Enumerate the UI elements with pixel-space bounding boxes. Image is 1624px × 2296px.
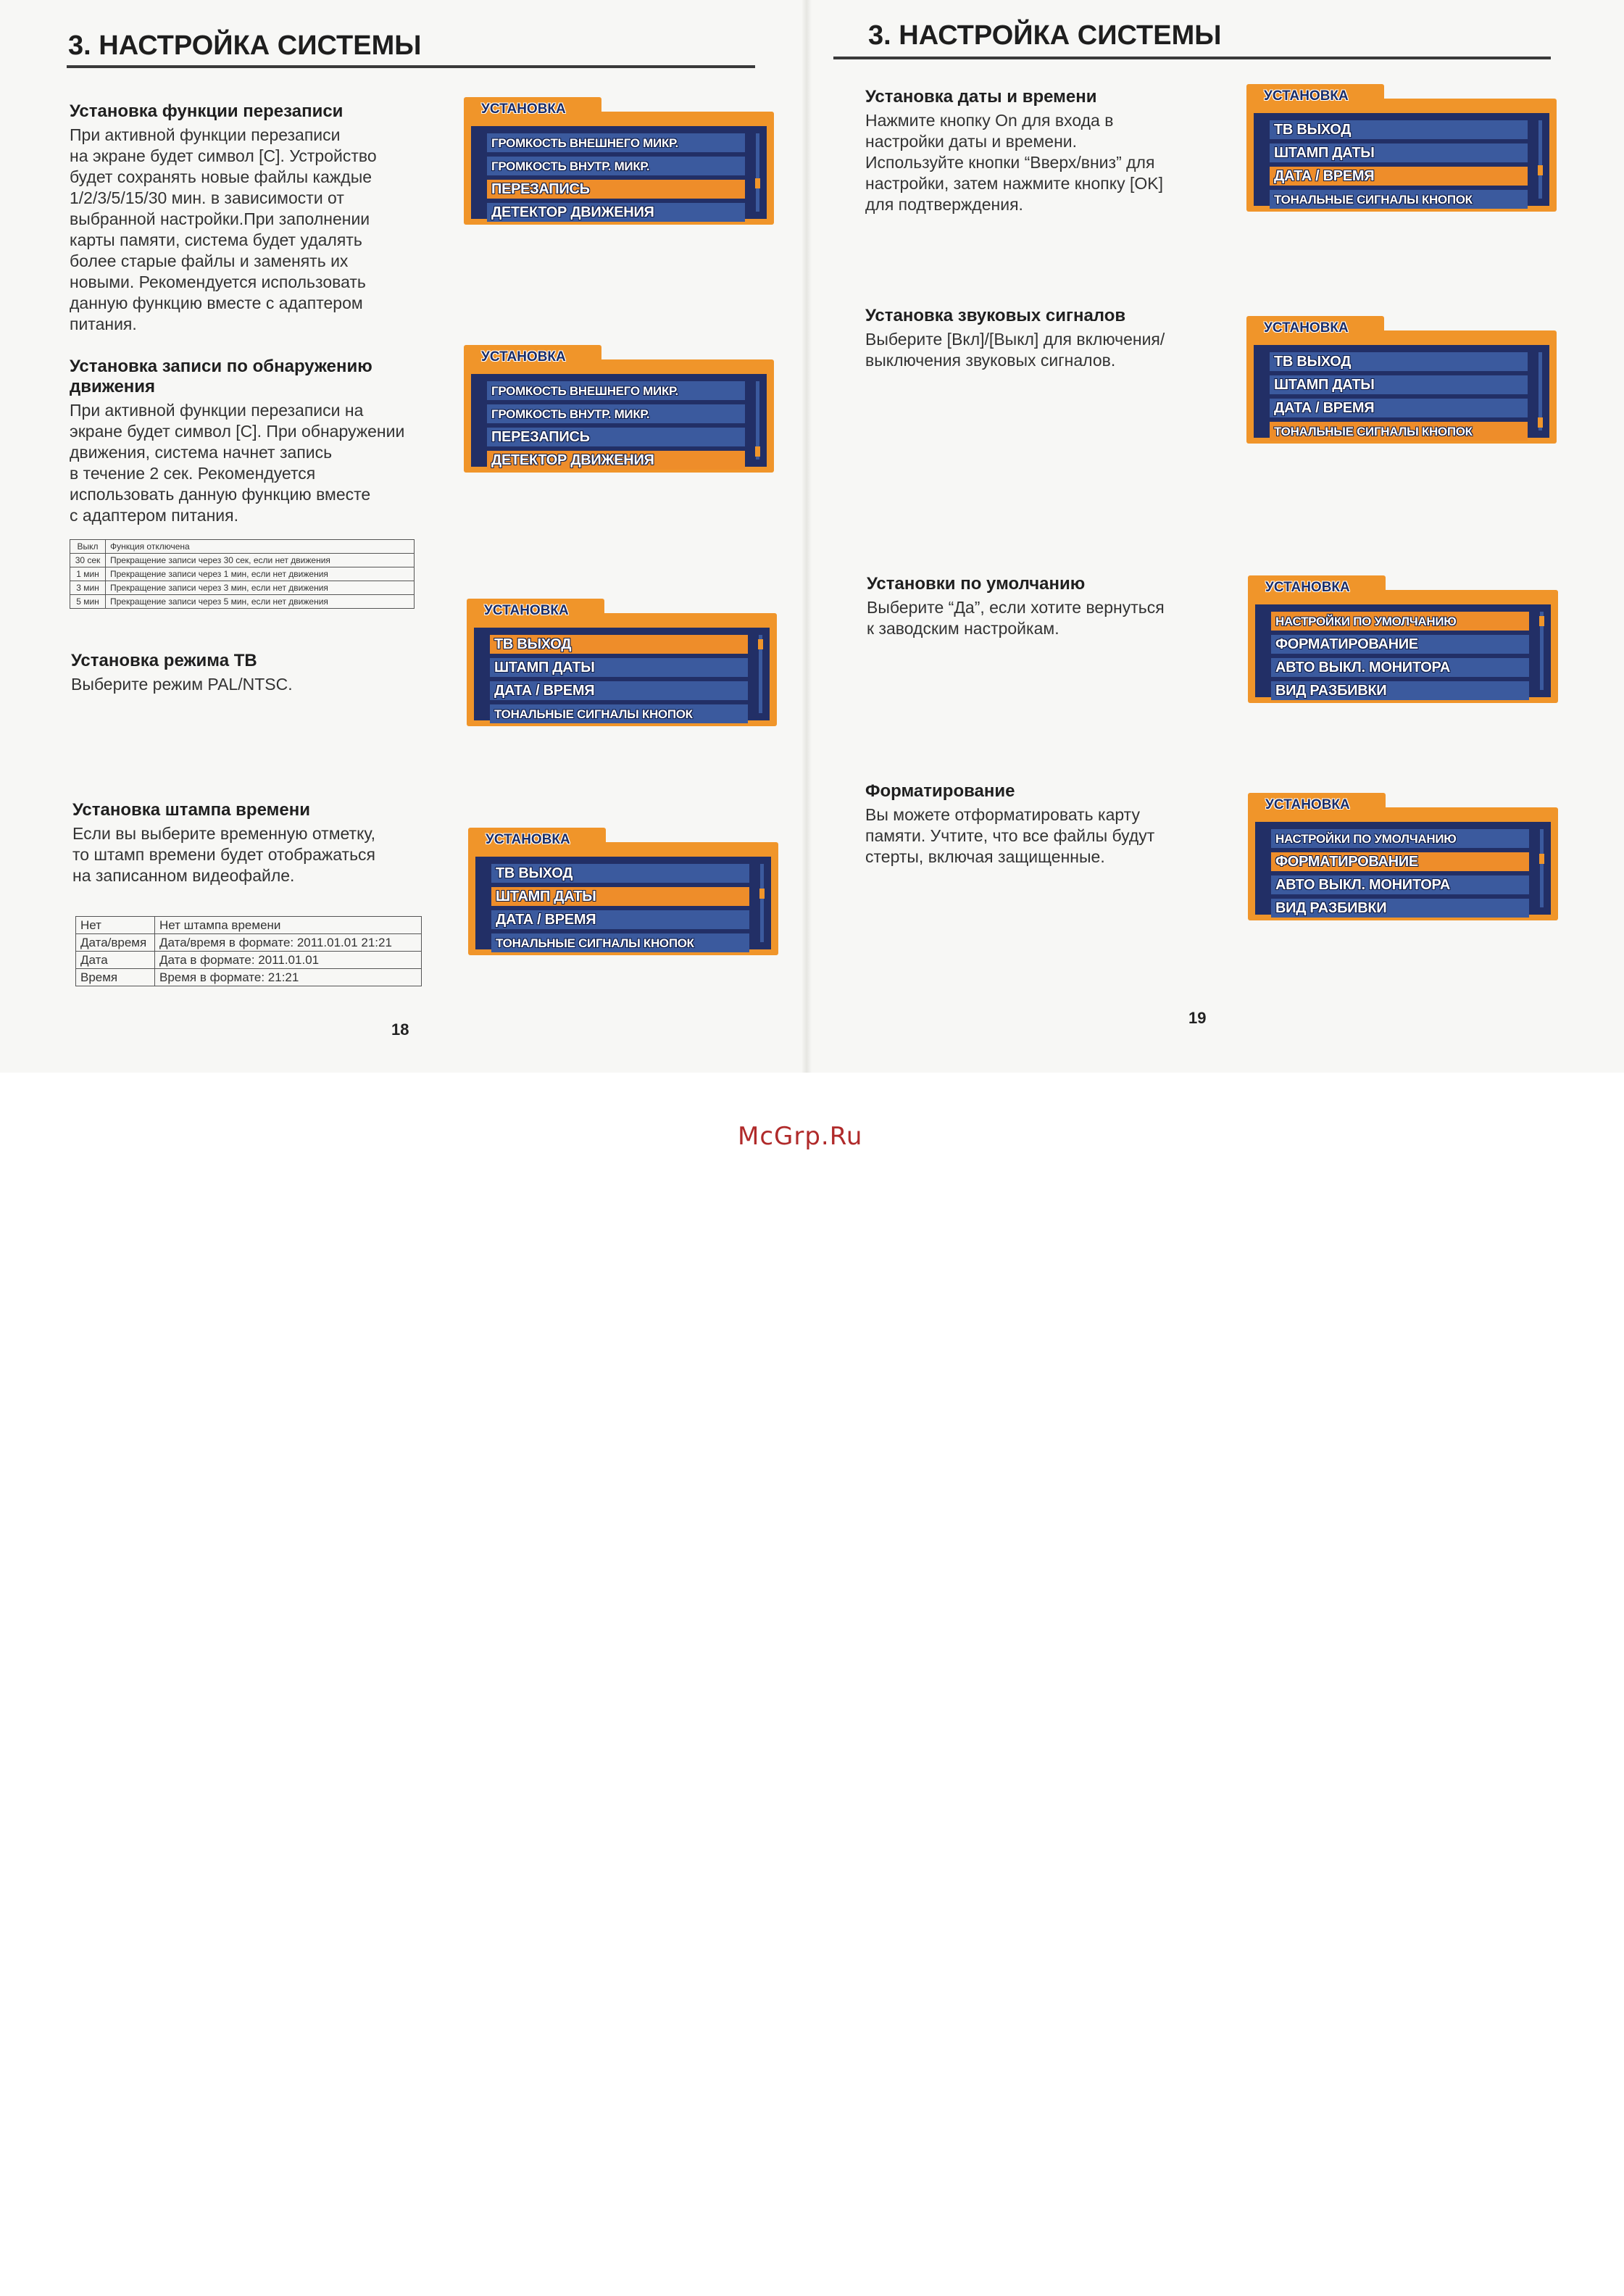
menu-item xyxy=(1270,422,1528,441)
menu-item xyxy=(487,404,745,423)
section-heading: Установка звуковых сигналов xyxy=(865,306,1126,325)
menu-item-label: ДЕТЕКТОР ДВИЖЕНИЯ xyxy=(491,204,654,220)
menu-tab-label: УСТАНОВКА xyxy=(467,599,604,622)
menu-scroll-thumb xyxy=(758,639,763,649)
menu-frame xyxy=(1248,590,1558,703)
menu-scroll-thumb xyxy=(1538,417,1543,428)
menu-item xyxy=(1270,375,1528,394)
timestamp-table xyxy=(75,916,422,986)
table-cell: Дата/время в формате: 2011.01.01 21:21 xyxy=(155,934,422,952)
table-cell: Функция отключена xyxy=(106,540,415,554)
table-cell: 1 мин xyxy=(70,567,106,581)
menu-item-label: ШТАМП ДАТЫ xyxy=(494,660,595,675)
menu-tab-label: УСТАНОВКА xyxy=(1248,793,1386,816)
menu-item-label: ШТАМП ДАТЫ xyxy=(1274,145,1375,161)
osd-menu-date-time xyxy=(1246,84,1557,212)
page-title-right: 3. НАСТРОЙКА СИСТЕМЫ xyxy=(868,20,1222,51)
osd-menu-overwrite xyxy=(464,97,774,225)
page-fold xyxy=(801,0,812,1073)
section-motion xyxy=(70,357,475,526)
menu-item-label: ДАТА / ВРЕМЯ xyxy=(494,683,595,699)
section-format xyxy=(865,781,1242,868)
table-row xyxy=(76,952,422,969)
section-heading: Установка записи по обнаружению движения xyxy=(70,357,372,396)
menu-scroll-thumb xyxy=(759,889,765,899)
motion-table xyxy=(70,539,415,609)
menu-scrollbar xyxy=(1540,612,1544,690)
section-heading: Установка даты и времени xyxy=(865,87,1097,107)
menu-item-label: ШТАМП ДАТЫ xyxy=(496,889,596,904)
menu-item xyxy=(491,864,749,883)
page-title-left: 3. НАСТРОЙКА СИСТЕМЫ xyxy=(68,30,422,61)
section-heading: Установки по умолчанию xyxy=(867,574,1086,594)
menu-item-label: ТОНАЛЬНЫЕ СИГНАЛЫ КНОПОК xyxy=(1274,425,1473,438)
menu-item-label: ТОНАЛЬНЫЕ СИГНАЛЫ КНОПОК xyxy=(1274,193,1473,207)
menu-frame xyxy=(468,842,778,955)
menu-item-label: ФОРМАТИРОВАНИЕ xyxy=(1275,854,1418,870)
menu-scrollbar xyxy=(756,133,759,212)
menu-item-label: АВТО ВЫКЛ. МОНИТОРА xyxy=(1275,660,1450,675)
table-row xyxy=(70,554,415,567)
table-cell: Прекращение записи через 5 мин, если нет движения xyxy=(106,595,415,609)
section-date-time xyxy=(865,87,1242,215)
menu-item-label: ГРОМКОСТЬ ВНУТР. МИКР. xyxy=(491,159,650,173)
menu-scroll-thumb xyxy=(1539,616,1544,626)
title-rule-left xyxy=(67,65,755,68)
menu-item xyxy=(1270,120,1528,139)
menu-item-label: ФОРМАТИРОВАНИЕ xyxy=(1275,636,1418,652)
menu-list xyxy=(1255,604,1551,697)
section-text: При активной функции перезаписи на экране будет символ [C]. Устройство будет сохранять новые файлы каждые 1/2/3/5/15/30 мин. в зависимости от выбранной настройки.При заполнении карты памяти, система будет удалять более старые файлы и заменять их новыми. Рекомендуется использовать данную функцию вместе с адаптером питания. xyxy=(70,125,377,333)
menu-item-label: ГРОМКОСТЬ ВНЕШНЕГО МИКР. xyxy=(491,136,678,150)
section-text: Выберите [Вкл]/[Выкл] для включения/ выключения звуковых сигналов. xyxy=(865,330,1165,370)
menu-item xyxy=(491,887,749,906)
osd-menu-tv-out xyxy=(467,599,777,726)
menu-scrollbar xyxy=(1538,120,1542,199)
menu-scrollbar xyxy=(756,381,759,459)
menu-item-label: ТОНАЛЬНЫЕ СИГНАЛЫ КНОПОК xyxy=(494,707,693,721)
menu-tab-label: УСТАНОВКА xyxy=(468,828,606,851)
menu-frame xyxy=(464,359,774,473)
section-heading: Установка функции перезаписи xyxy=(70,101,343,121)
page-number-left: 18 xyxy=(391,1020,409,1039)
table-row xyxy=(76,934,422,952)
menu-item xyxy=(1271,875,1529,894)
menu-tab-label: УСТАНОВКА xyxy=(464,345,601,368)
table-cell: Дата xyxy=(76,952,155,969)
menu-item-label: ДАТА / ВРЕМЯ xyxy=(1274,168,1375,184)
menu-list xyxy=(1254,113,1549,206)
menu-item-label: ТОНАЛЬНЫЕ СИГНАЛЫ КНОПОК xyxy=(496,936,694,950)
menu-item xyxy=(1271,658,1529,677)
table-cell: Нет штампа времени xyxy=(155,917,422,934)
menu-scrollbar xyxy=(1540,829,1544,907)
osd-menu-format xyxy=(1248,793,1558,920)
section-text: Выберите режим PAL/NTSC. xyxy=(71,675,293,694)
menu-item xyxy=(487,381,745,400)
section-beep xyxy=(865,306,1242,371)
menu-item-label: ТВ ВЫХОД xyxy=(494,636,572,652)
table-cell: 5 мин xyxy=(70,595,106,609)
section-heading: Установка режима ТВ xyxy=(71,651,257,670)
table-cell: Выкл xyxy=(70,540,106,554)
menu-item xyxy=(490,658,748,677)
section-text: Выберите “Да”, если хотите вернуться к заводским настройкам. xyxy=(867,598,1165,638)
menu-item xyxy=(1271,681,1529,700)
table-cell: Прекращение записи через 3 мин, если нет движения xyxy=(106,581,415,595)
menu-tab-label: УСТАНОВКА xyxy=(1246,316,1384,339)
menu-item-label: ТВ ВЫХОД xyxy=(496,865,573,881)
table-cell: 3 мин xyxy=(70,581,106,595)
menu-item xyxy=(1270,399,1528,417)
menu-item xyxy=(487,133,745,152)
menu-item xyxy=(1271,899,1529,918)
table-cell: Прекращение записи через 1 мин, если нет движения xyxy=(106,567,415,581)
menu-list xyxy=(471,126,767,219)
menu-item xyxy=(487,428,745,446)
menu-item-label: НАСТРОЙКИ ПО УМОЛЧАНИЮ xyxy=(1275,615,1457,628)
section-defaults xyxy=(867,574,1244,639)
menu-item-label: НАСТРОЙКИ ПО УМОЛЧАНИЮ xyxy=(1275,832,1457,846)
menu-item xyxy=(1270,190,1528,209)
menu-item-label: АВТО ВЫКЛ. МОНИТОРА xyxy=(1275,877,1450,893)
menu-frame xyxy=(467,613,777,726)
osd-menu-date-stamp xyxy=(468,828,778,955)
menu-item xyxy=(1271,852,1529,871)
menu-scroll-thumb xyxy=(755,446,760,457)
osd-menu-beep xyxy=(1246,316,1557,444)
section-text: Если вы выберите временную отметку, то штамп времени будет отображаться на записанном видеофайле. xyxy=(72,824,376,885)
osd-menu-motion xyxy=(464,345,774,473)
menu-list xyxy=(474,628,770,720)
menu-frame xyxy=(1246,330,1557,444)
menu-item xyxy=(487,203,745,222)
menu-item xyxy=(1270,144,1528,162)
menu-item xyxy=(1271,829,1529,848)
menu-tab-label: УСТАНОВКА xyxy=(464,97,601,120)
menu-item xyxy=(487,180,745,199)
table-row xyxy=(70,595,415,609)
menu-item-label: ПЕРЕЗАПИСЬ xyxy=(491,181,590,197)
table-row xyxy=(70,540,415,554)
section-heading: Форматирование xyxy=(865,781,1015,801)
table-cell: 30 сек xyxy=(70,554,106,567)
section-text: Нажмите кнопку On для входа в настройки даты и времени. Используйте кнопки “Вверх/вниз” для настройки, затем нажмите кнопку [OK] для подтверждения. xyxy=(865,111,1163,214)
menu-item-label: ГРОМКОСТЬ ВНЕШНЕГО МИКР. xyxy=(491,384,678,398)
menu-scrollbar xyxy=(760,864,764,942)
menu-tab-label: УСТАНОВКА xyxy=(1248,575,1386,599)
section-timestamp xyxy=(72,800,478,886)
menu-tab-label: УСТАНОВКА xyxy=(1246,84,1384,107)
menu-item-label: ТВ ВЫХОД xyxy=(1274,354,1352,370)
menu-item xyxy=(491,933,749,952)
table-cell: Дата/время xyxy=(76,934,155,952)
menu-scroll-thumb xyxy=(755,178,760,188)
menu-frame xyxy=(1248,807,1558,920)
menu-item-label: ШТАМП ДАТЫ xyxy=(1274,377,1375,393)
menu-item-label: ВИД РАЗБИВКИ xyxy=(1275,683,1387,699)
menu-item-label: ДЕТЕКТОР ДВИЖЕНИЯ xyxy=(491,452,654,468)
menu-item-label: ПЕРЕЗАПИСЬ xyxy=(491,429,590,445)
table-row xyxy=(76,969,422,986)
menu-item xyxy=(490,704,748,723)
table-cell: Время xyxy=(76,969,155,986)
menu-item xyxy=(1270,167,1528,186)
menu-item xyxy=(1271,612,1529,631)
menu-item xyxy=(491,910,749,929)
table-cell: Нет xyxy=(76,917,155,934)
menu-item xyxy=(1270,352,1528,371)
menu-item-label: ДАТА / ВРЕМЯ xyxy=(1274,400,1375,416)
watermark-text: McGrp.Ru xyxy=(738,1122,863,1151)
menu-item xyxy=(487,157,745,175)
section-tv-mode xyxy=(71,651,477,695)
section-text: Вы можете отформатировать карту памяти. Учтите, что все файлы будут стерты, включая защищенные. xyxy=(865,805,1155,866)
table-row xyxy=(76,917,422,934)
menu-list xyxy=(475,857,771,949)
menu-frame xyxy=(464,112,774,225)
table-row xyxy=(70,567,415,581)
menu-list xyxy=(471,374,767,467)
menu-scrollbar xyxy=(759,635,762,713)
menu-item-label: ТВ ВЫХОД xyxy=(1274,122,1352,138)
menu-item-label: ДАТА / ВРЕМЯ xyxy=(496,912,596,928)
menu-item-label: ГРОМКОСТЬ ВНУТР. МИКР. xyxy=(491,407,650,421)
menu-item xyxy=(490,635,748,654)
menu-item-label: ВИД РАЗБИВКИ xyxy=(1275,900,1387,916)
menu-frame xyxy=(1246,99,1557,212)
table-cell: Дата в формате: 2011.01.01 xyxy=(155,952,422,969)
table-cell: Прекращение записи через 30 сек, если нет движения xyxy=(106,554,415,567)
menu-item xyxy=(490,681,748,700)
menu-list xyxy=(1255,822,1551,915)
menu-scroll-thumb xyxy=(1539,854,1544,864)
table-cell: Время в формате: 21:21 xyxy=(155,969,422,986)
section-heading: Установка штампа времени xyxy=(72,800,310,820)
menu-item xyxy=(1271,635,1529,654)
osd-menu-defaults xyxy=(1248,575,1558,703)
menu-scrollbar xyxy=(1538,352,1542,430)
section-text: При активной функции перезаписи на экране будет символ [C]. При обнаружении движения, система начнет запись в течение 2 сек. Рекомендуется использовать данную функцию вместе с адаптером питания. xyxy=(70,401,405,525)
page-number-right: 19 xyxy=(1188,1009,1207,1027)
title-rule-right xyxy=(833,57,1551,59)
table-row xyxy=(70,581,415,595)
menu-scroll-thumb xyxy=(1538,165,1543,175)
section-overwrite xyxy=(70,101,475,335)
menu-item xyxy=(487,451,745,470)
menu-list xyxy=(1254,345,1549,438)
